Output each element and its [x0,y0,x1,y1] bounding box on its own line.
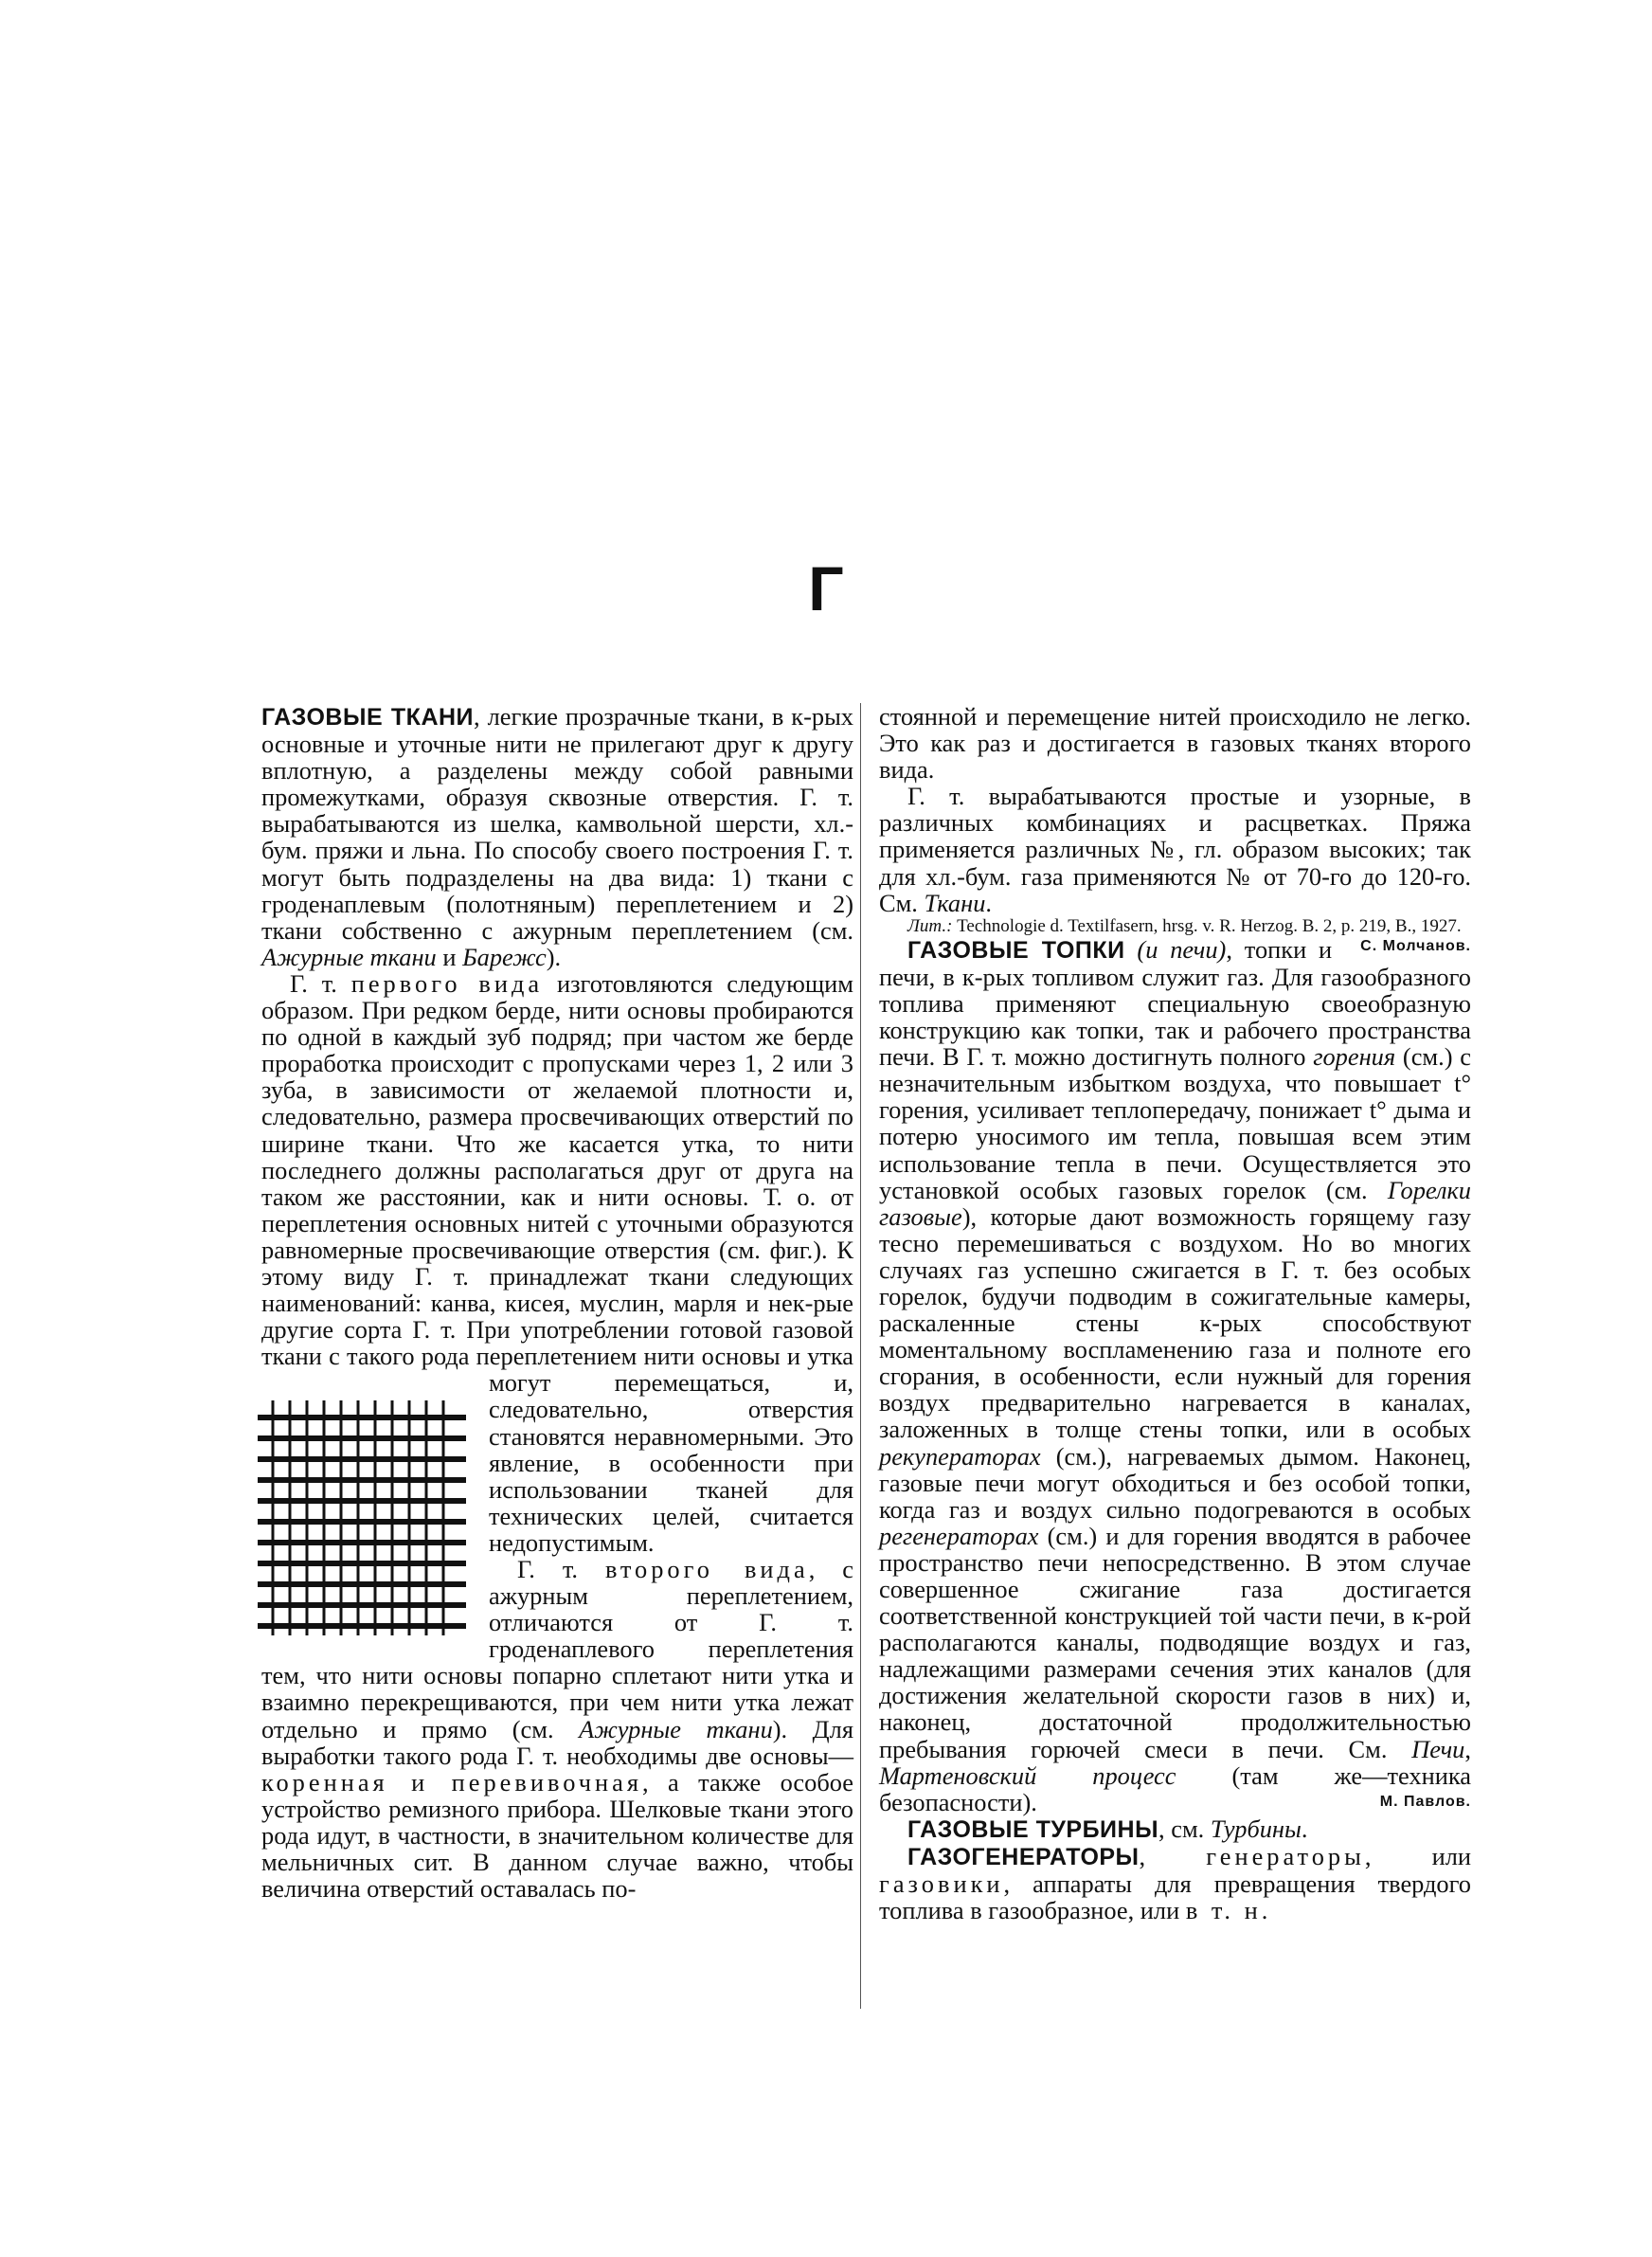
body-text: , топки и печи, в к-рых топливом служит газ. Для газообразного топлива применяют специальную своеобразную конструкцию как топки, так и рабочего пространства печи. В Г. т. можно достигнуть полного [879,934,1471,1072]
cross-reference[interactable]: Барежс [462,942,547,971]
column-divider [860,703,861,2009]
cross-reference[interactable]: Мартеновский процесс [879,1760,1176,1790]
spaced-term: газовики [879,1869,1004,1899]
author-signature: М. Павлов. [1379,1793,1471,1810]
body-text: и [436,942,463,971]
weave-figure [256,1397,469,1639]
article-gazovye-topki [879,936,1471,1815]
body-text: изготовляются следующим образом. При редком берде, нити основы пробираются по одной в каждый зуб подряд; при частом же берде проработка происходит с пропусками через 1, 2 или 3 зуба, в зависимости от желаемой плотности и, следовательно, размера просвечивающих отверстий по ширине ткани. Что же касается утка, то нити последнего должны располагаться друг от друга на таком же расстоянии, как и нити основы. Т. о. от переплетения основных нитей с уточными образуются равномерные просвечивающие отверстия (см. фиг.). К этому виду Г. т. принадлежат ткани следующих наименований: канва, кисея, муслин, марля и нек-рые другие сорта Г. т. При употреблении готовой газовой ткани с такого рода переплетением нити основы и утка могут перемещаться, и, следовательно, отверстия становятся неравномерными. Это явление, в особенности при использовании тканей для технических целей, считается недопустимым. [261,968,853,1557]
right-column [879,703,1471,1923]
cross-reference[interactable]: Турбины [1210,1814,1302,1843]
cross-reference[interactable]: Горелки газовые [879,1175,1471,1231]
article-heading: ГАЗОГЕНЕРАТОРЫ [907,1843,1140,1870]
body-text: . [985,888,993,917]
literature-text: Technologie d. Textilfasern, hrsg. v. R. Herzog. B. 2, p. 219, B., 1927. [952,915,1462,936]
cross-reference[interactable]: Ткани [924,888,986,917]
body-text: (см.), нагреваемых дымом. Наконец, газовые печи могут обходиться и без особой топки, когда газ и воздух сильно подогреваются в особых [879,1441,1471,1524]
body-text: (см.) с незначительным избытком воздуха, что повышает t° горения, усиливает теплопередачу, понижает t° дыма и потерю уносимого им тепла, повышая всем этим использование тепла в печи. Осуществляется это установкой особых газовых горелок (см. [879,1042,1472,1204]
body-text: Г. т. [290,968,351,998]
literature-label: Лит.: [907,915,953,936]
body-text: , с ажурным переплетением, отличаются от Г. т. гроденаплевого переплетения тем, что нити основы попарно сплетают нити утка и взаимно перекрещиваются, при чем нити утка лежат отдельно и прямо (см. [261,1555,853,1743]
body-text: , [1139,1841,1207,1870]
cross-reference[interactable]: Ажурные ткани [261,942,437,971]
article-heading: ГАЗОВЫЕ ТУРБИНЫ [907,1815,1159,1843]
cross-reference[interactable]: горения [1313,1042,1396,1072]
section-letter: Г [808,553,844,623]
cross-reference[interactable]: Ажурные ткани [579,1714,773,1743]
weave-diagram-icon [256,1397,469,1639]
cross-reference[interactable]: регенераторах [879,1521,1039,1550]
spaced-term: генераторы [1206,1841,1365,1870]
article-gazovye-turbiny [879,1815,1471,1843]
body-text: , [1464,1734,1471,1763]
body-text: ). Для выработки такого рода Г. т. необходимы две основы— [261,1714,853,1770]
spaced-term: в т. н. [1185,1896,1272,1925]
body-text: ), которые дают возможность горящему газу тесно перемешиваться с воздухом. Но во многих случаях газ успешно сжигается в Г. т. без особых горелок, будучи подводим в сожигательные камеры, раскаленные стены к-рых способствуют моментальному воспламенению газа и полноте его сгорания, в особенности, если нужный для горения воздух предварительно нагревается в каналах, заложенных в толще стены топки, или в особых [879,1201,1471,1444]
cross-reference[interactable]: рекуператорах [879,1441,1041,1471]
body-text: (там же—техника безопасности). [879,1760,1471,1816]
body-text: Г. т. [517,1555,606,1583]
article-gazovye-tkani-p1 [261,703,853,970]
body-text: , а также особое устройство ремизного прибора. Шелковые ткани этого рода идут, в частности, в значительном количестве для мельничных сит. В данном случае важно, чтобы величина отверстий оставалась по- [261,1767,853,1904]
spaced-term: второго вида [605,1555,809,1583]
article-heading: ГАЗОВЫЕ ТКАНИ [261,704,475,731]
body-text: Г. т. вырабатываются простые и узорные, в различных комбинациях и расцветках. Пряжа применяется различных №, гл. образом высоких; так для хл.-бум. газа применяются № от 70-го до 120-го. См. [879,782,1471,917]
body-text: , аппараты для превращения твердого топлива в газообразное, или [879,1869,1471,1925]
body-text: , см. [1158,1814,1211,1843]
body-text: , легкие прозрачные ткани, в к-рых основные и уточные нити не прилегают друг к другу вплотную, а разделены между собой равными промежутками, образуя сквозные отверстия. Г. т. вырабатываются из шелка, камвольной шерсти, хл.-бум. пряжи и льна. По способу своего построения Г. т. могут быть подразделены на два вида: 1) ткани с гроденаплевым (полотняным) переплетением и 2) ткани собственно с ажурным переплетением (см. [261,702,853,945]
article-gazogeneratory [879,1843,1471,1923]
body-text: . [1301,1814,1308,1843]
body-text: ). [546,942,562,971]
continuation-text: стоянной и перемещение нитей происходило не легко. Это как раз и достигается в газовых тканях второго вида. [879,702,1471,785]
author-signature: С. Молчанов. [1360,937,1471,954]
spaced-term: первого вида [350,968,544,998]
spaced-term: коренная и перевивочная [261,1767,643,1797]
cross-reference[interactable]: Печи [1411,1734,1465,1763]
left-column [261,703,853,1902]
body-text: , или [1364,1841,1471,1870]
body-text: (см.) и для горения вводятся в рабочее пространство печи непосредственно. В этом случае совершенное сжигание газа достигается соответственной конструкцией той части печи, в к-рой располагаются каналы, подводящие воздух и газ, надлежащими размерами сечения этих каналов (для достижения желательной скорости газов в них) и, наконец, достаточной продолжительностью пребывания горючей смеси в печи. См. [879,1521,1471,1763]
article-heading: ГАЗОВЫЕ ТОПКИ [907,936,1125,964]
continuation-text-2 [879,783,1471,915]
heading-alt: (и печи) [1124,934,1227,964]
